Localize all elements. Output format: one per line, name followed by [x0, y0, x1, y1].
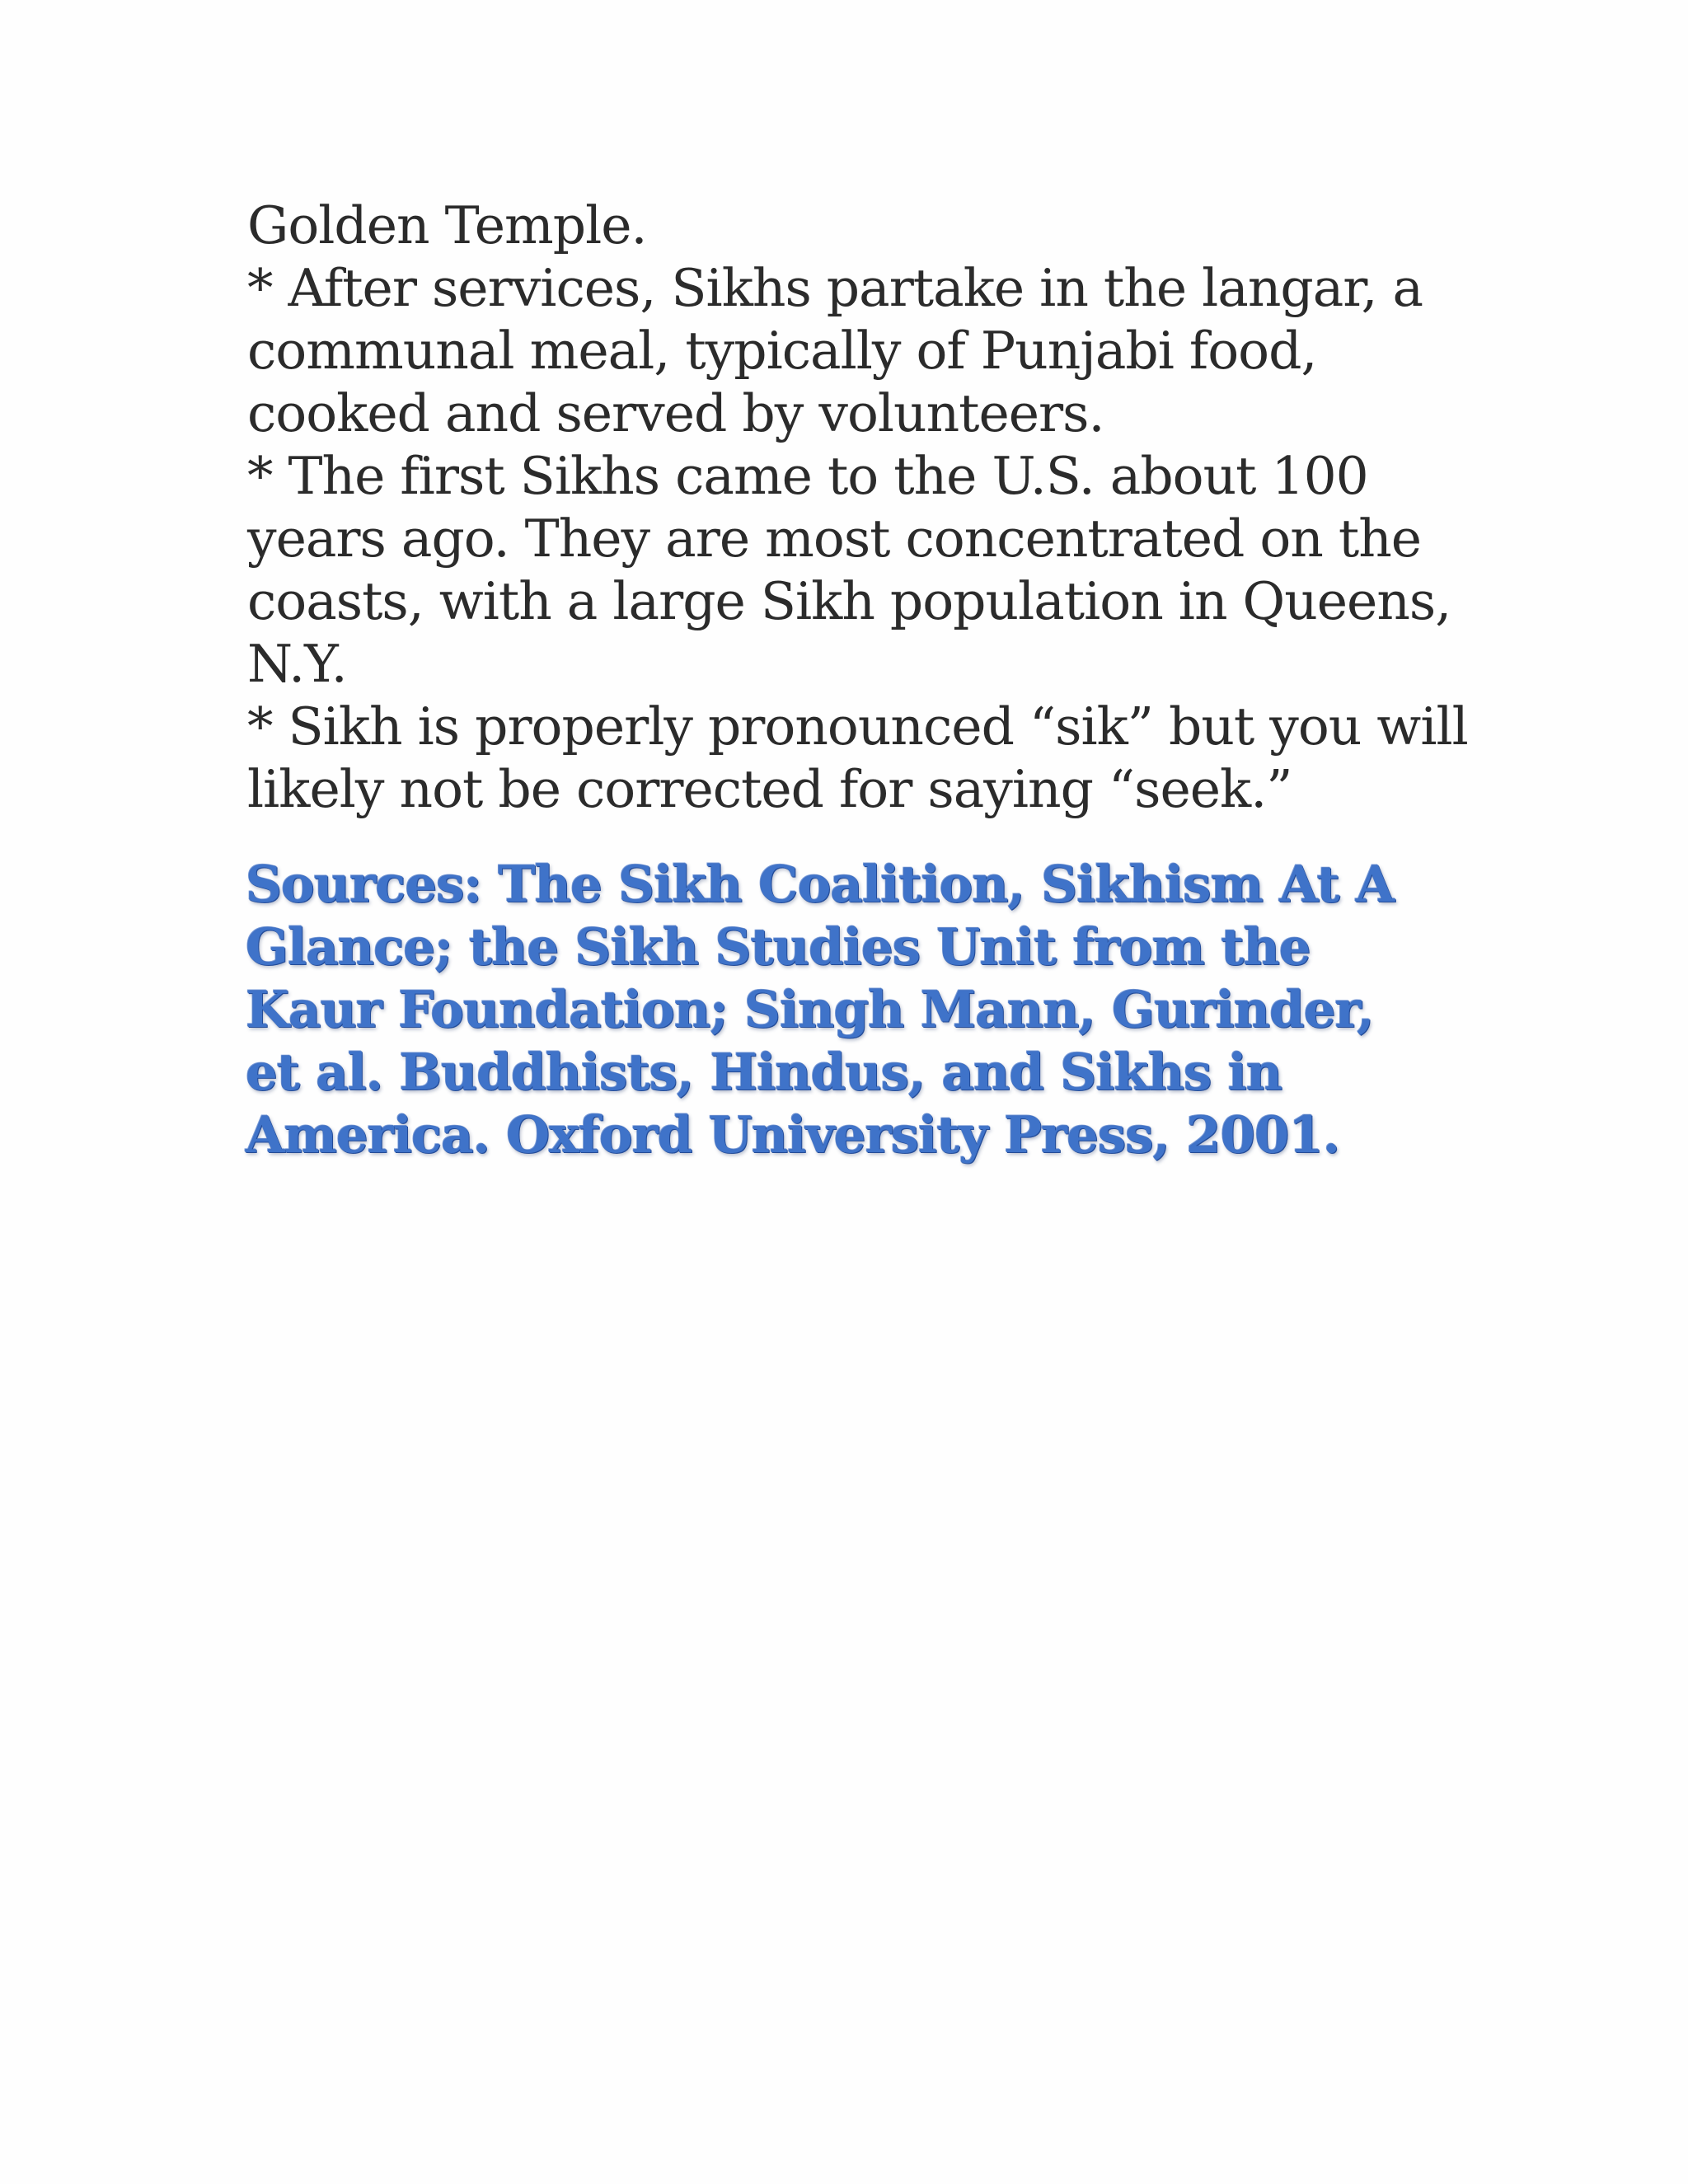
- body-line: likely not be corrected for saying “seek.”: [247, 759, 1292, 819]
- body-line: N.Y.: [247, 634, 347, 694]
- sources-line: Kaur Foundation; Singh Mann, Gurinder,: [246, 981, 1374, 1039]
- body-line: communal meal, typically of Punjabi food,: [247, 321, 1317, 381]
- sources-line: America. Oxford University Press, 2001.: [246, 1106, 1340, 1165]
- sources-line: et al. Buddhists, Hindus, and Sikhs in: [246, 1043, 1282, 1102]
- body-line: years ago. They are most concentrated on the: [247, 509, 1422, 569]
- body-line: cooked and served by volunteers.: [247, 383, 1104, 443]
- body-line: coasts, with a large Sikh population in Queens,: [247, 571, 1451, 631]
- sources-line: Sources: The Sikh Coalition, Sikhism At A: [246, 855, 1395, 914]
- body-line: Golden Temple.: [247, 195, 647, 255]
- sources-line: Glance; the Sikh Studies Unit from the: [246, 918, 1311, 977]
- body-text: [247, 194, 1468, 821]
- body-line: * After services, Sikhs partake in the langar, a: [247, 258, 1423, 318]
- body-line: * Sikh is properly pronounced “sik” but you will: [247, 696, 1468, 757]
- sources-citation: [246, 854, 1482, 1167]
- body-line: * The first Sikhs came to the U.S. about 100: [247, 446, 1368, 506]
